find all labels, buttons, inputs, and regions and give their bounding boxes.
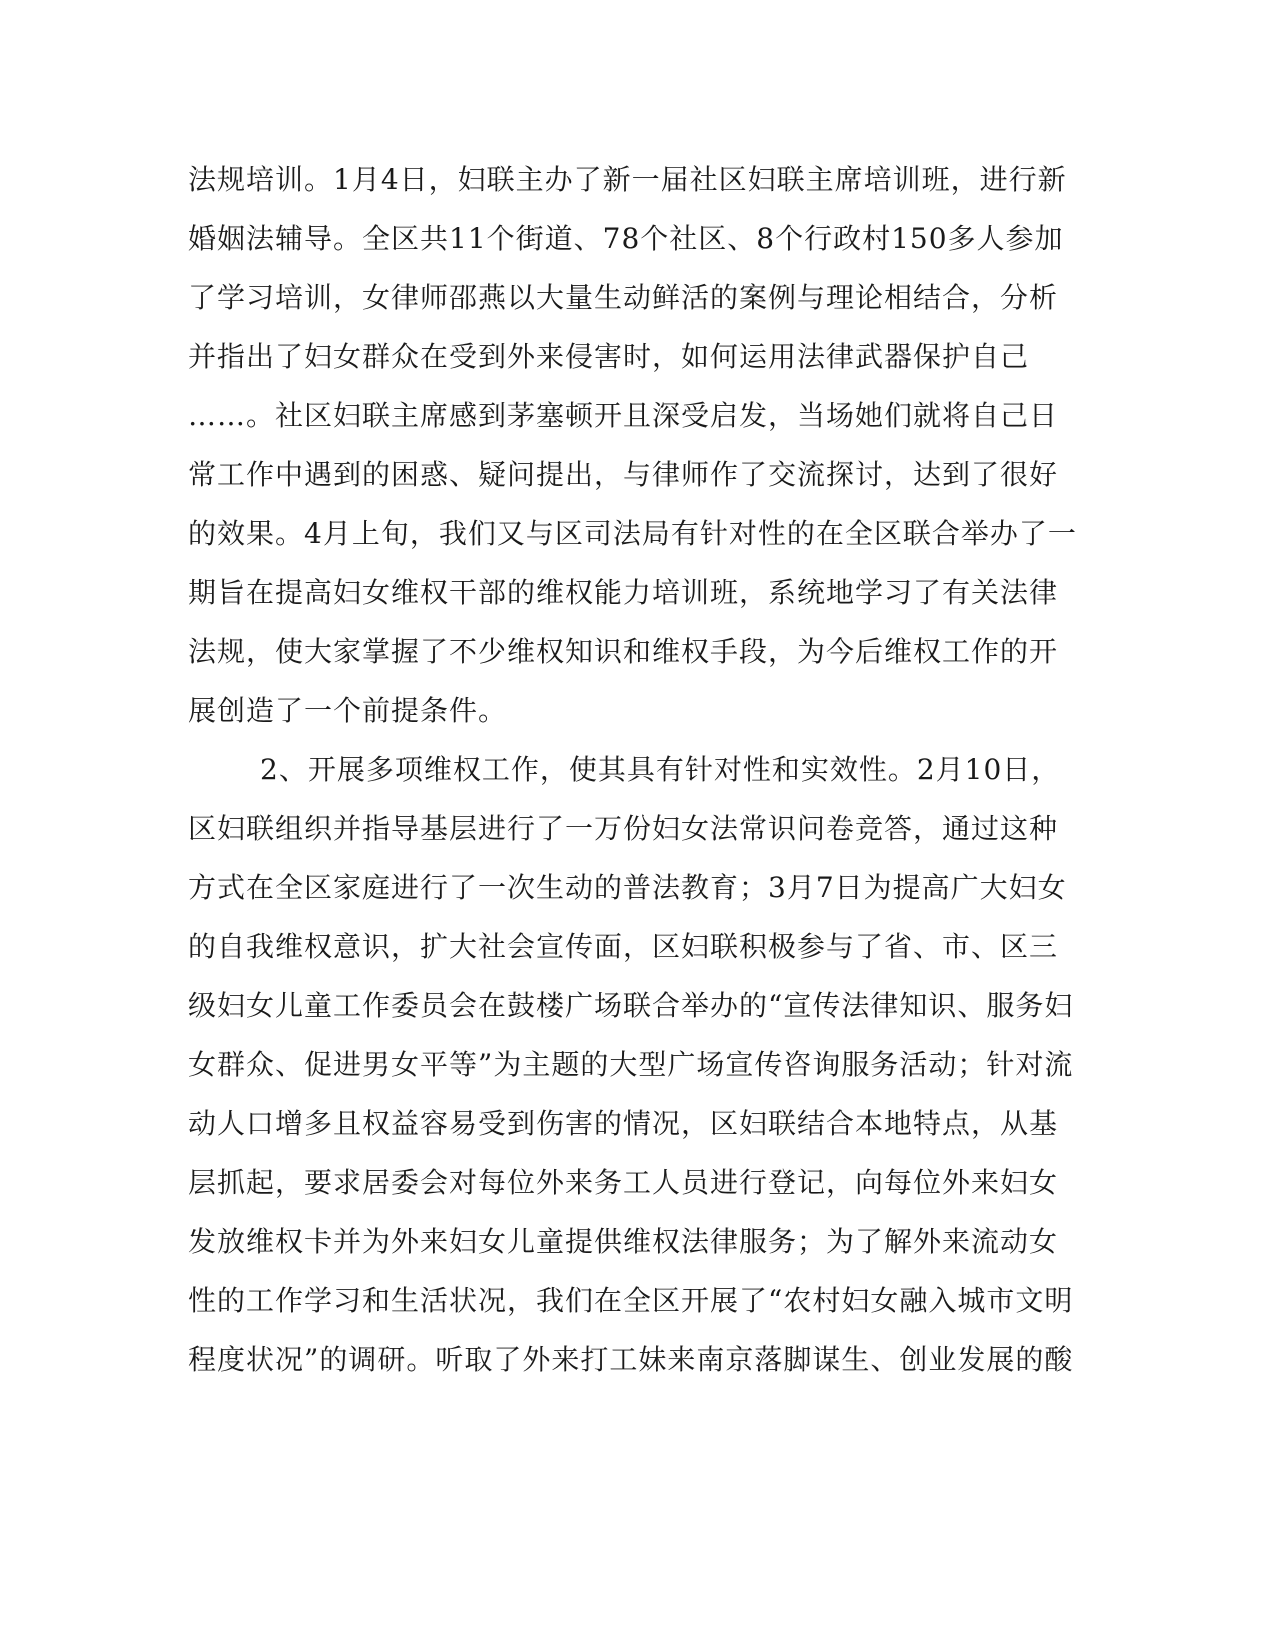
paragraph-line: 的效果。4月上旬，我们又与区司法局有针对性的在全区联合举办了一 — [188, 517, 1077, 550]
paragraph-line: ……。社区妇联主席感到茅塞顿开且深受启发，当场她们就将自己日 — [188, 399, 1059, 432]
paragraph-line: 期旨在提高妇女维权干部的维权能力培训班，系统地学习了有关法律 — [188, 576, 1059, 609]
paragraph-line: 常工作中遇到的困惑、疑问提出，与律师作了交流探讨，达到了很好 — [188, 458, 1059, 491]
paragraph-line: 区妇联组织并指导基层进行了一万份妇女法常识问卷竞答，通过这种 — [188, 812, 1059, 845]
paragraph-line: 的自我维权意识，扩大社会宣传面，区妇联积极参与了省、市、区三 — [188, 930, 1059, 963]
paragraph-line: 了学习培训，女律师邵燕以大量生动鲜活的案例与理论相结合，分析 — [188, 281, 1059, 314]
paragraph-line: 发放维权卡并为外来妇女儿童提供维权法律服务；为了解外来流动女 — [188, 1225, 1059, 1258]
paragraph-line: 展创造了一个前提条件。 — [188, 694, 508, 727]
paragraph-line: 动人口增多且权益容易受到伤害的情况，区妇联结合本地特点，从基 — [188, 1107, 1059, 1140]
paragraph-line: 法规培训。1月4日，妇联主办了新一届社区妇联主席培训班，进行新 — [188, 163, 1067, 196]
paragraph-line: 级妇女儿童工作委员会在鼓楼广场联合举办的“宣传法律知识、服务妇 — [188, 989, 1074, 1022]
paragraph-line: 婚姻法辅导。全区共11个街道、78个社区、8个行政村150多人参加 — [188, 222, 1064, 255]
paragraph-line: 性的工作学习和生活状况，我们在全区开展了“农村妇女融入城市文明 — [188, 1284, 1074, 1317]
paragraph-heading-line: 2、开展多项维权工作，使其具有针对性和实效性。2月10日， — [260, 753, 1061, 786]
paragraph-line: 法规，使大家掌握了不少维权知识和维权手段，为今后维权工作的开 — [188, 635, 1059, 668]
paragraph-line: 方式在全区家庭进行了一次生动的普法教育；3月7日为提高广大妇女 — [188, 871, 1067, 904]
paragraph-line: 女群众、促进男女平等”为主题的大型广场宣传咨询服务活动；针对流 — [188, 1048, 1074, 1081]
paragraph-line: 层抓起，要求居委会对每位外来务工人员进行登记，向每位外来妇女 — [188, 1166, 1059, 1199]
paragraph-line: 程度状况”的调研。听取了外来打工妹来南京落脚谋生、创业发展的酸 — [188, 1343, 1074, 1376]
paragraph-line: 并指出了妇女群众在受到外来侵害时，如何运用法律武器保护自己 — [188, 340, 1030, 373]
